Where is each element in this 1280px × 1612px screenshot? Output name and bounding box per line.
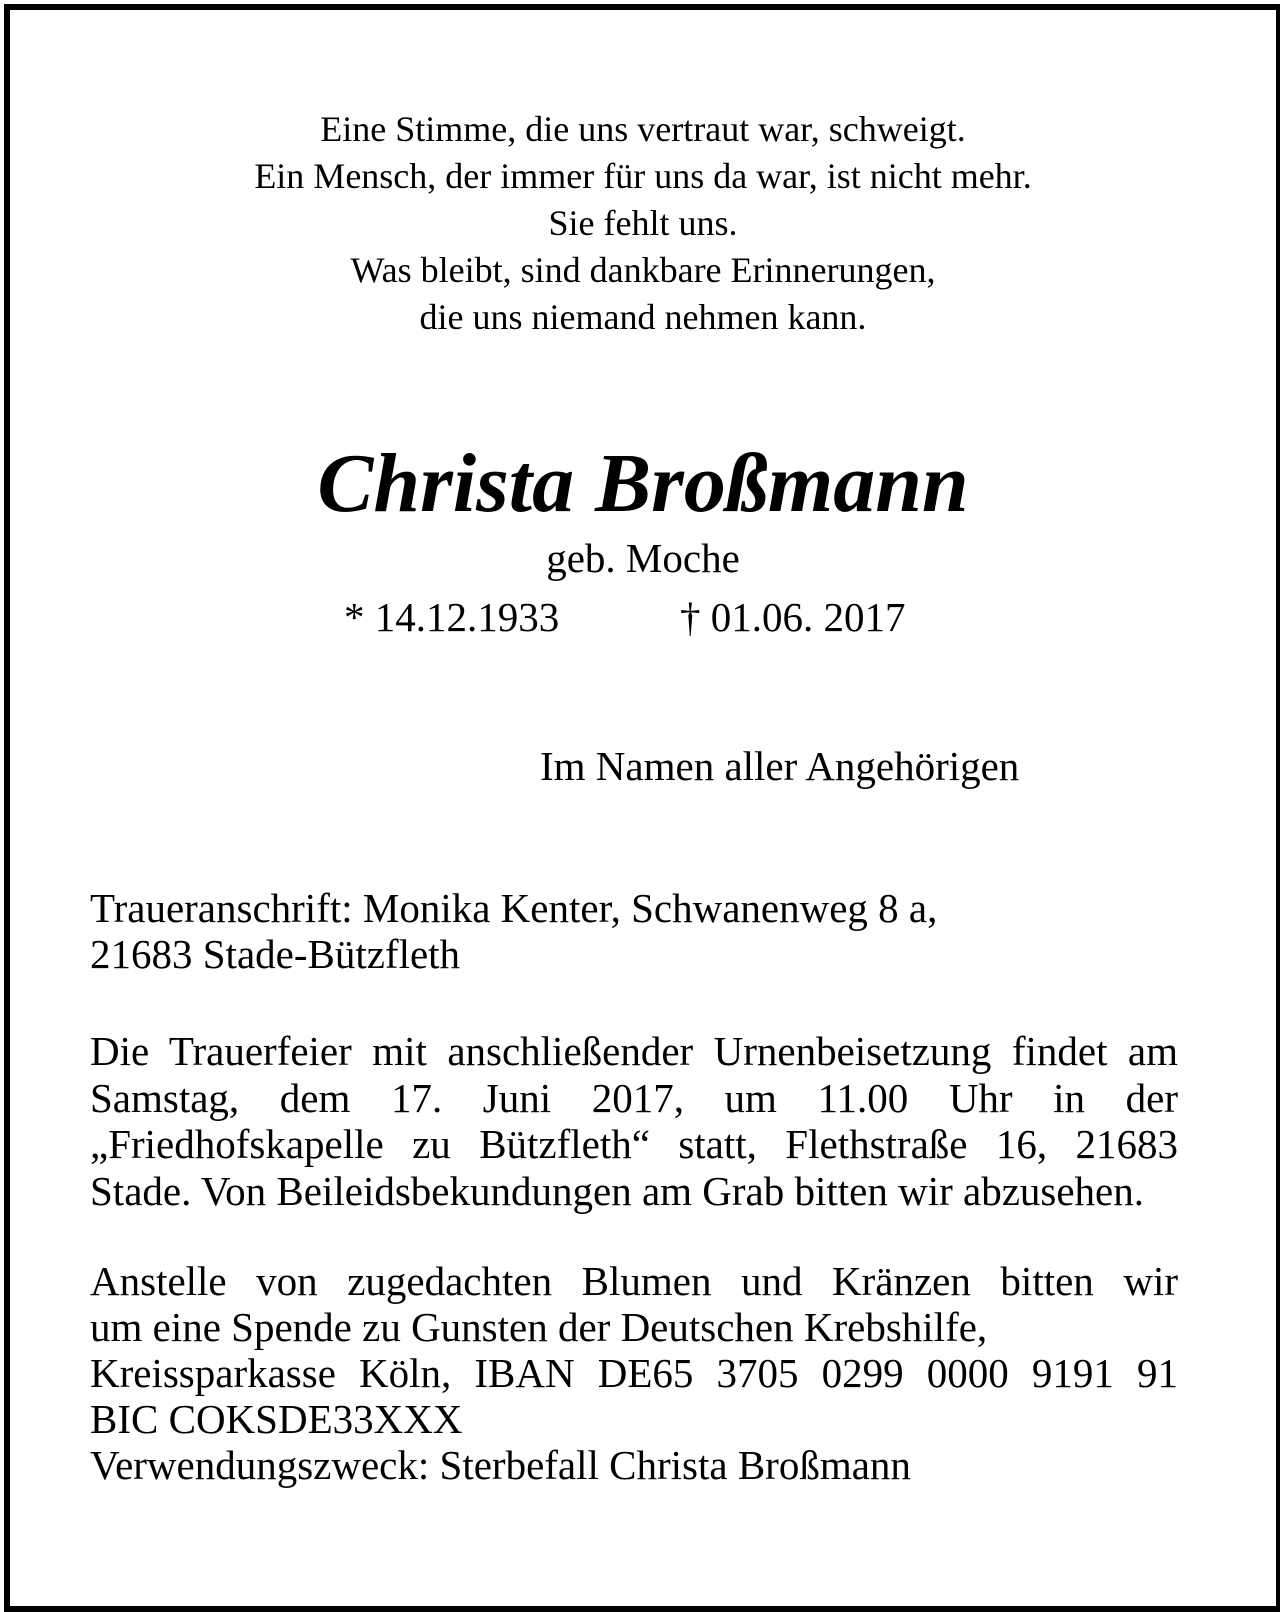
donation-line: BIC COKSDE33XXX: [90, 1396, 463, 1442]
poem-line: die uns niemand nehmen kann.: [419, 297, 867, 337]
birth-date: * 14.12.1933: [344, 594, 560, 640]
poem: [10, 106, 1276, 341]
poem-line: Ein Mensch, der immer für uns da war, ist nicht mehr.: [254, 156, 1032, 196]
donation-line: Anstelle von zugedachten Blumen und Kränzen bitten wir: [90, 1258, 1178, 1304]
funeral-notice: Die Trauerfeier mit anschließender Urnenbeisetzung findet am Samstag, dem 17. Juni 2017, um 11.00 Uhr in der „Friedhofskapelle zu Bützfleth“ statt, Flethstraße 16, 21683 Stade. Von Beileidsbekundungen am Grab bitten wir abzusehen.: [90, 1028, 1178, 1214]
poem-line: Sie fehlt uns.: [548, 203, 738, 243]
poem-line: Was bleibt, sind dankbare Erinnerungen,: [350, 250, 936, 290]
maiden-name: geb. Moche: [546, 535, 740, 581]
obituary-frame: [4, 4, 1280, 1612]
address-line: 21683 Stade-Bützfleth: [90, 931, 461, 977]
poem-line: Eine Stimme, die uns vertraut war, schweigt.: [320, 109, 966, 149]
donation-notice: [90, 1258, 1190, 1488]
relatives-signature: Im Namen aller Angehörigen: [540, 743, 1020, 789]
address-line: Traueranschrift: Monika Kenter, Schwanenweg 8 a,: [90, 885, 938, 931]
donation-line: um eine Spende zu Gunsten der Deutschen Krebshilfe,: [90, 1304, 988, 1350]
deceased-name: Christa Broßmann: [317, 437, 969, 530]
mourning-address: [90, 885, 1190, 977]
death-date: † 01.06. 2017: [680, 594, 906, 640]
donation-line: Verwendungszweck: Sterbefall Christa Broßmann: [90, 1442, 911, 1488]
donation-line: Kreissparkasse Köln, IBAN DE65 3705 0299 0000 9191 91: [90, 1350, 1178, 1396]
